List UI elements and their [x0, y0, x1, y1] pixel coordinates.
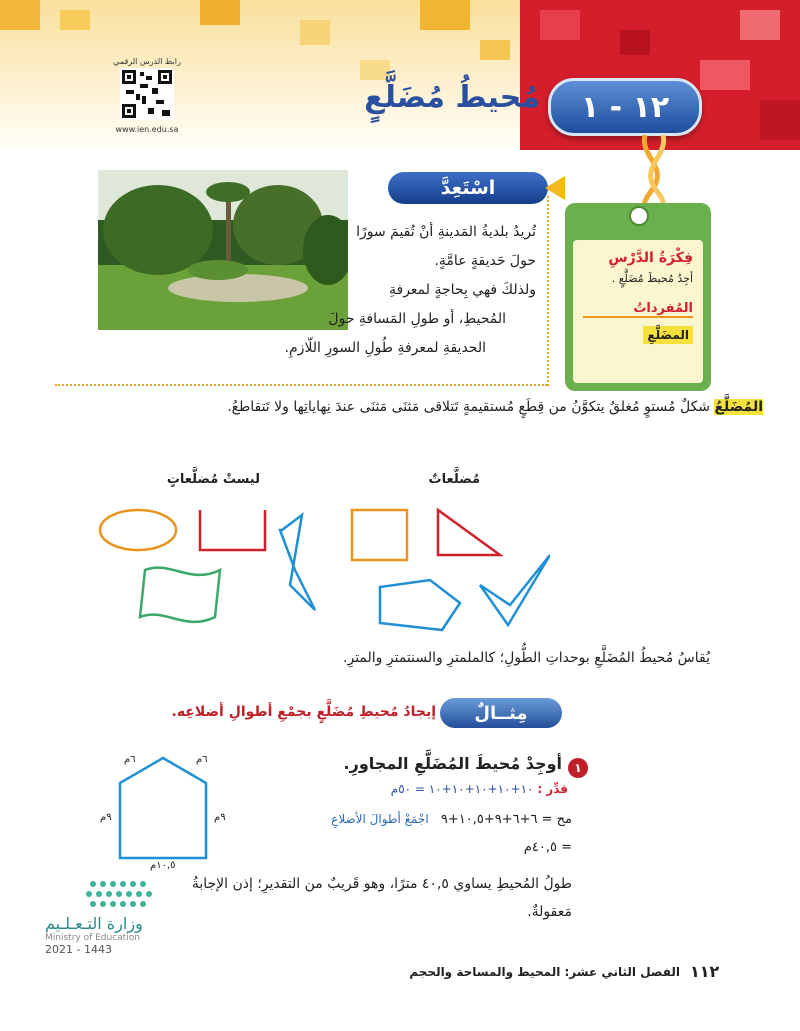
qr-code-block[interactable] [112, 57, 182, 134]
polygons-caption: مُضلَّعاتٌ [428, 472, 480, 487]
conclusion-text: طولُ المُحيطِ يساوي ٤٠,٥ مترًا، وهو قَريبٌ من التقديرِ؛ إذن الإجابةُ مَعقولةٌ. [191, 876, 572, 920]
ministry-english: Ministry of Education [45, 933, 140, 943]
readiness-tab [388, 172, 548, 204]
crossed-shape [280, 515, 315, 610]
label-left: ٩م [100, 812, 112, 823]
arrow-polygon-shape [480, 555, 550, 625]
readiness-line: حولَ حَديقةٍ عامَّةٍ. [434, 253, 536, 269]
question-number-badge: ١ [568, 758, 588, 778]
sum-note: اجْمَعْ أطوالَ الأضلاعِ [331, 812, 429, 826]
sum-step [260, 812, 572, 827]
sum-result: = ٤٠,٥م [523, 840, 572, 855]
lesson-number-badge: ١٢ - ١ [548, 78, 702, 136]
triangle-shape [438, 510, 500, 555]
lesson-title: مُحيطُ مُضَلَّعٍ [364, 80, 540, 115]
open-shape [200, 510, 265, 550]
readiness-border-horizontal [55, 384, 547, 386]
qr-url: www.ien.edu.sa [115, 125, 179, 134]
non-polygons-caption: ليستْ مُضلَّعاتٍ [166, 472, 260, 487]
label-right: ٩م [214, 812, 226, 823]
tag-hole [629, 206, 649, 226]
page-number: ١١٢ [690, 962, 720, 981]
ministry-arabic: وزارة التـعـلـيم [45, 914, 143, 933]
vocab-item: المضَلَّعِ [643, 326, 693, 344]
example-title: إيجادُ مُحيطِ مُضَلَّعٍ بجمْعِ أطوالِ أضلاعِه. [171, 704, 436, 720]
readiness-label: اسْتَعِدَّ [440, 177, 496, 199]
readiness-text [284, 218, 536, 363]
readiness-line: المُحيطِ، أو طولِ المَسافةِ حولَ [328, 311, 506, 327]
shapes-figure [90, 495, 550, 640]
readiness-line: الحديقةِ لمعرفةِ طُولِ السورِ اللّازمِ. [284, 340, 486, 356]
pentagon-shape [380, 580, 460, 630]
estimate-text: ١٠+١٠+١٠+١٠+١٠ = ٥٠م [390, 782, 534, 796]
polygon-definition [55, 392, 763, 422]
readiness-line: تُريدُ بلديةُ المَدينةِ أنْ تُقيمَ سورًا [356, 224, 536, 240]
idea-title: فِكْرَةُ الدَّرْسِ [608, 250, 693, 266]
ministry-year: 2021 - 1443 [45, 943, 112, 956]
measure-text: يُقاسُ مُحيطُ المُضَلَّعِ بوحداتِ الطُّولِ؛ كالملمترِ والسنتمترِ والمترِ. [343, 650, 710, 666]
idea-text: أجِدُ مُحيطَ مُضَلَّعٍ . [611, 272, 693, 285]
square-shape [352, 510, 407, 560]
ministry-logo [45, 878, 155, 956]
curved-shape [140, 568, 220, 622]
house-polygon-figure [95, 748, 245, 868]
chapter-footer: الفصل الثاني عشر: المحيط والمساحة والحجم [409, 965, 680, 979]
lesson-idea-content [573, 240, 703, 383]
readiness-line: ولذلكَ فهي بِحاجةٍ لمعرفةِ [389, 282, 536, 298]
definition-term: المُضَلَّعُ [714, 399, 763, 415]
vocab-title: المُفرداتُ [583, 301, 693, 318]
qr-code-icon [112, 66, 182, 121]
label-bottom: ١٠,٥م [150, 860, 176, 871]
example-tab-label: مِثــالٌ [474, 702, 528, 724]
qr-label: رابط الدرس الرقمي [113, 57, 181, 66]
definition-text: شكلٌ مُستوٍ مُغلقٌ يتكوَّنُ من قِطَعٍ مُستقيمةٍ تَتلاقى مَثنَى مَثنَى عندَ نِهاياتِها ولا تَتقاطعُ. [227, 399, 715, 415]
estimate-line [290, 782, 568, 796]
house-outline [120, 758, 206, 858]
estimate-label: قدِّر : [537, 782, 568, 796]
ellipse-shape [100, 510, 176, 550]
label-top-right: ٦م [196, 754, 208, 765]
sum-expression: مح = ٦+٦+٩+١٠,٥+٩ [440, 812, 572, 827]
readiness-border-vertical [547, 196, 549, 386]
example-tab [440, 698, 562, 728]
label-top-left: ٦م [124, 754, 136, 765]
question-text: أوجِدْ مُحيطَ المُضَلَّعِ المجاورِ. [343, 754, 562, 773]
ministry-dots-icon [85, 878, 175, 910]
